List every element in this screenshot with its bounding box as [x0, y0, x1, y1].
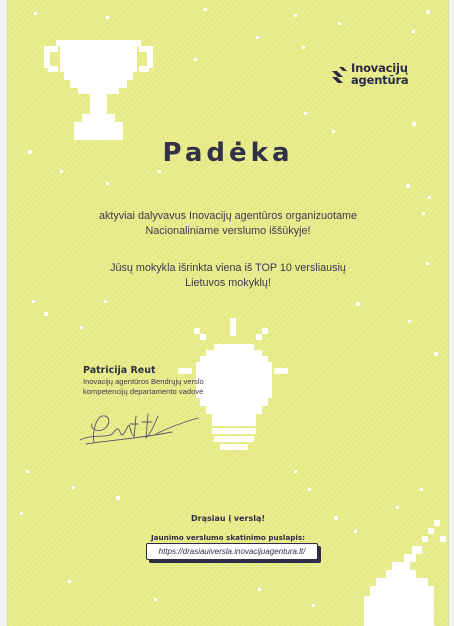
portal-link[interactable]: https://drasiauiversla.inovacijuagentura.lt/ — [146, 543, 318, 560]
signature-image — [72, 404, 202, 452]
trophy-icon — [44, 40, 153, 140]
award-text — [28, 261, 428, 291]
signer-role — [83, 377, 243, 397]
signer-name: Patricija Reut — [83, 365, 156, 376]
logo-line-2: agentūra — [351, 73, 409, 87]
participation-line-2: Nacionaliniame verslumo iššūkyje! — [145, 225, 311, 237]
signer-role-line-1: Inovacijų agentūros Bendrųjų verslo — [83, 377, 204, 386]
participation-line-1: aktyviai dalyvavus Inovacijų agentūros organizuotame — [98, 210, 358, 222]
portal-label: Jaunimo verslumo skatinimo puslapis: — [151, 533, 305, 542]
slogan: Drąsiau į verslą! — [190, 514, 266, 523]
certificate-page — [8, 0, 448, 626]
signer-role-line-2: kompetencijų departamento vadovė — [83, 387, 204, 396]
participation-text — [28, 209, 428, 239]
logo-text — [351, 62, 409, 86]
logo-icon — [330, 65, 350, 87]
agency-logo — [330, 62, 420, 92]
certificate-title: Padėka — [162, 138, 294, 168]
award-line-2: Lietuvos mokyklų! — [185, 277, 271, 289]
award-line-1: Jūsų mokykla išrinkta viena iš TOP 10 versliausių — [110, 262, 346, 274]
logo-line-1: Inovacijų — [351, 61, 408, 75]
